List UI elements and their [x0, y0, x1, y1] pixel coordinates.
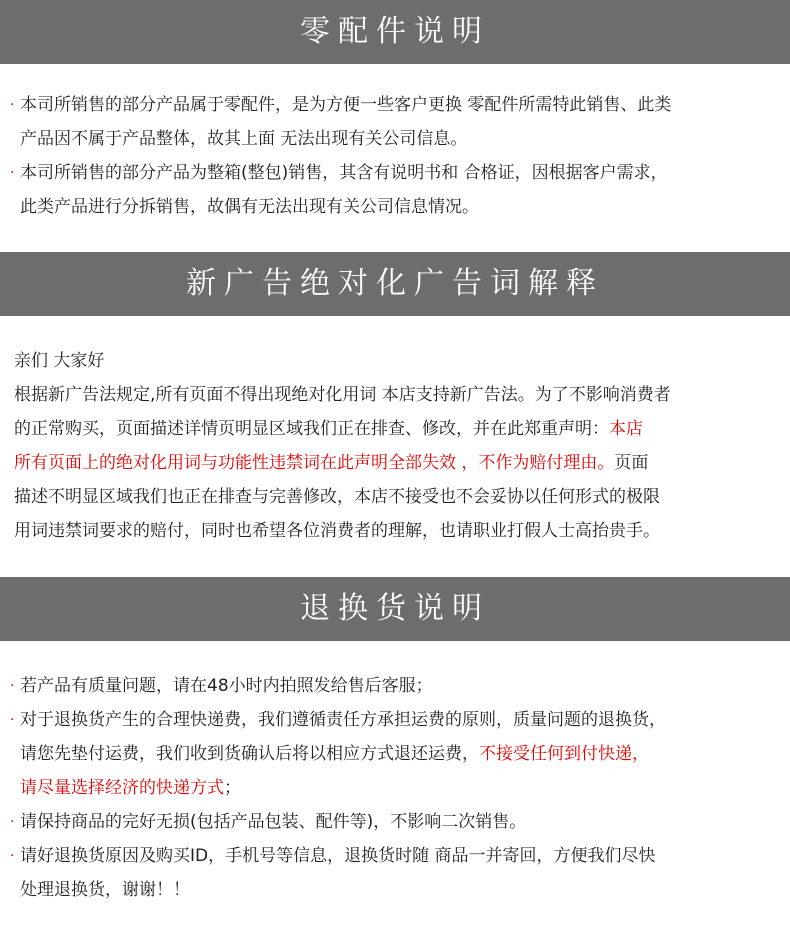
returns-item-2-red-text: 不接受任何到付快递，: [479, 744, 649, 764]
bullet-dot: ·: [10, 678, 15, 694]
ad-law-line-4: [0, 446, 790, 480]
ad-law-text: 根据新广告法规定,所有页面不得出现绝对化用词 本店支持新广告法。为了不影响消费者: [14, 385, 671, 405]
returns-section-body: [0, 669, 790, 907]
ad-law-text: 描述不明显区域我们也正在排查与完善修改，本店不接受也不会妥协以任何形式的极限: [14, 487, 660, 507]
returns-item-2-cont-1: [0, 737, 790, 771]
parts-item-1-line-1: 本司所销售的部分产品属于零配件，是为方便一些客户更换 零配件所需特此销售、此类: [20, 95, 672, 115]
bullet-dot: ·: [10, 712, 15, 728]
ad-law-red-text: 本店: [609, 419, 643, 439]
bullet-dot: ·: [10, 97, 15, 113]
parts-item-2-cont: [0, 190, 790, 224]
returns-item-3: [0, 805, 790, 839]
returns-item-2-line-3-end: ；: [224, 778, 241, 798]
parts-item-2-line-2: 此类产品进行分拆销售，故偶有无法出现有关公司信息情况。: [20, 197, 479, 217]
ad-law-section-title: 新广告绝对化广告词解释: [186, 266, 604, 301]
returns-item-2: [0, 703, 790, 737]
returns-item-4-line-2: 处理退换货，谢谢！！: [20, 880, 190, 900]
parts-item-1-cont: [0, 122, 790, 156]
ad-law-text: 用词违禁词要求的赔付，同时也希望各位消费者的理解，也请职业打假人士高抬贵手。: [14, 521, 660, 541]
returns-item-4-line-1: 请好退换货原因及购买ID，手机号等信息，退换货时随 商品一并寄回，方便我们尽快: [20, 846, 656, 866]
returns-item-2-line-1: 对于退换货产生的合理快递费，我们遵循责任方承担运费的原则，质量问题的退换货，: [20, 710, 666, 730]
ad-law-red-text: 所有页面上的绝对化用词与功能性违禁词在此声明全部失效 ，不作为赔付理由。: [14, 453, 615, 473]
returns-item-4: [0, 839, 790, 873]
bullet-dot: ·: [10, 165, 15, 181]
ad-law-line-2: [0, 378, 790, 412]
parts-item-2: [0, 156, 790, 190]
parts-item-1-line-2: 产品因不属于产品整体，故其上面 无法出现有关公司信息。: [20, 129, 468, 149]
ad-law-line-3: [0, 412, 790, 446]
ad-law-section-banner: [0, 252, 790, 316]
returns-item-1-text: 若产品有质量问题，请在48小时内拍照发给售后客服；: [20, 676, 433, 696]
returns-item-1: [0, 669, 790, 703]
returns-section-banner: [0, 577, 790, 641]
bullet-dot: ·: [10, 814, 15, 830]
returns-item-2-line-2: 请您先垫付运费，我们收到货确认后将以相应方式退还运费，: [20, 744, 479, 764]
ad-law-text: 页面: [614, 453, 649, 473]
parts-section-banner: [0, 0, 790, 64]
parts-section-body: [0, 88, 790, 224]
returns-item-3-text: 请保持商品的完好无损(包括产品包装、配件等)，不影响二次销售。: [20, 812, 527, 832]
parts-item-1: [0, 88, 790, 122]
returns-item-4-cont: [0, 873, 790, 907]
parts-section-title: 零配件说明: [300, 14, 490, 49]
parts-item-2-line-1: 本司所销售的部分产品为整箱(整包)销售，其含有说明书和 合格证，因根据客户需求，: [20, 163, 668, 183]
returns-item-2-cont-2: [0, 771, 790, 805]
ad-law-line-5: [0, 480, 790, 514]
bullet-dot: ·: [10, 848, 15, 864]
ad-law-text: 的正常购买，页面描述详情页明显区域我们正在排查、修改，并在此郑重声明：: [14, 419, 609, 439]
ad-law-line-1: [0, 344, 790, 378]
returns-item-2-red-text: 请尽量选择经济的快递方式: [20, 778, 224, 798]
greeting-text: 亲们 大家好: [14, 351, 105, 371]
ad-law-line-6: [0, 514, 790, 548]
returns-section-title: 退换货说明: [300, 591, 490, 626]
ad-law-section-body: [0, 344, 790, 548]
